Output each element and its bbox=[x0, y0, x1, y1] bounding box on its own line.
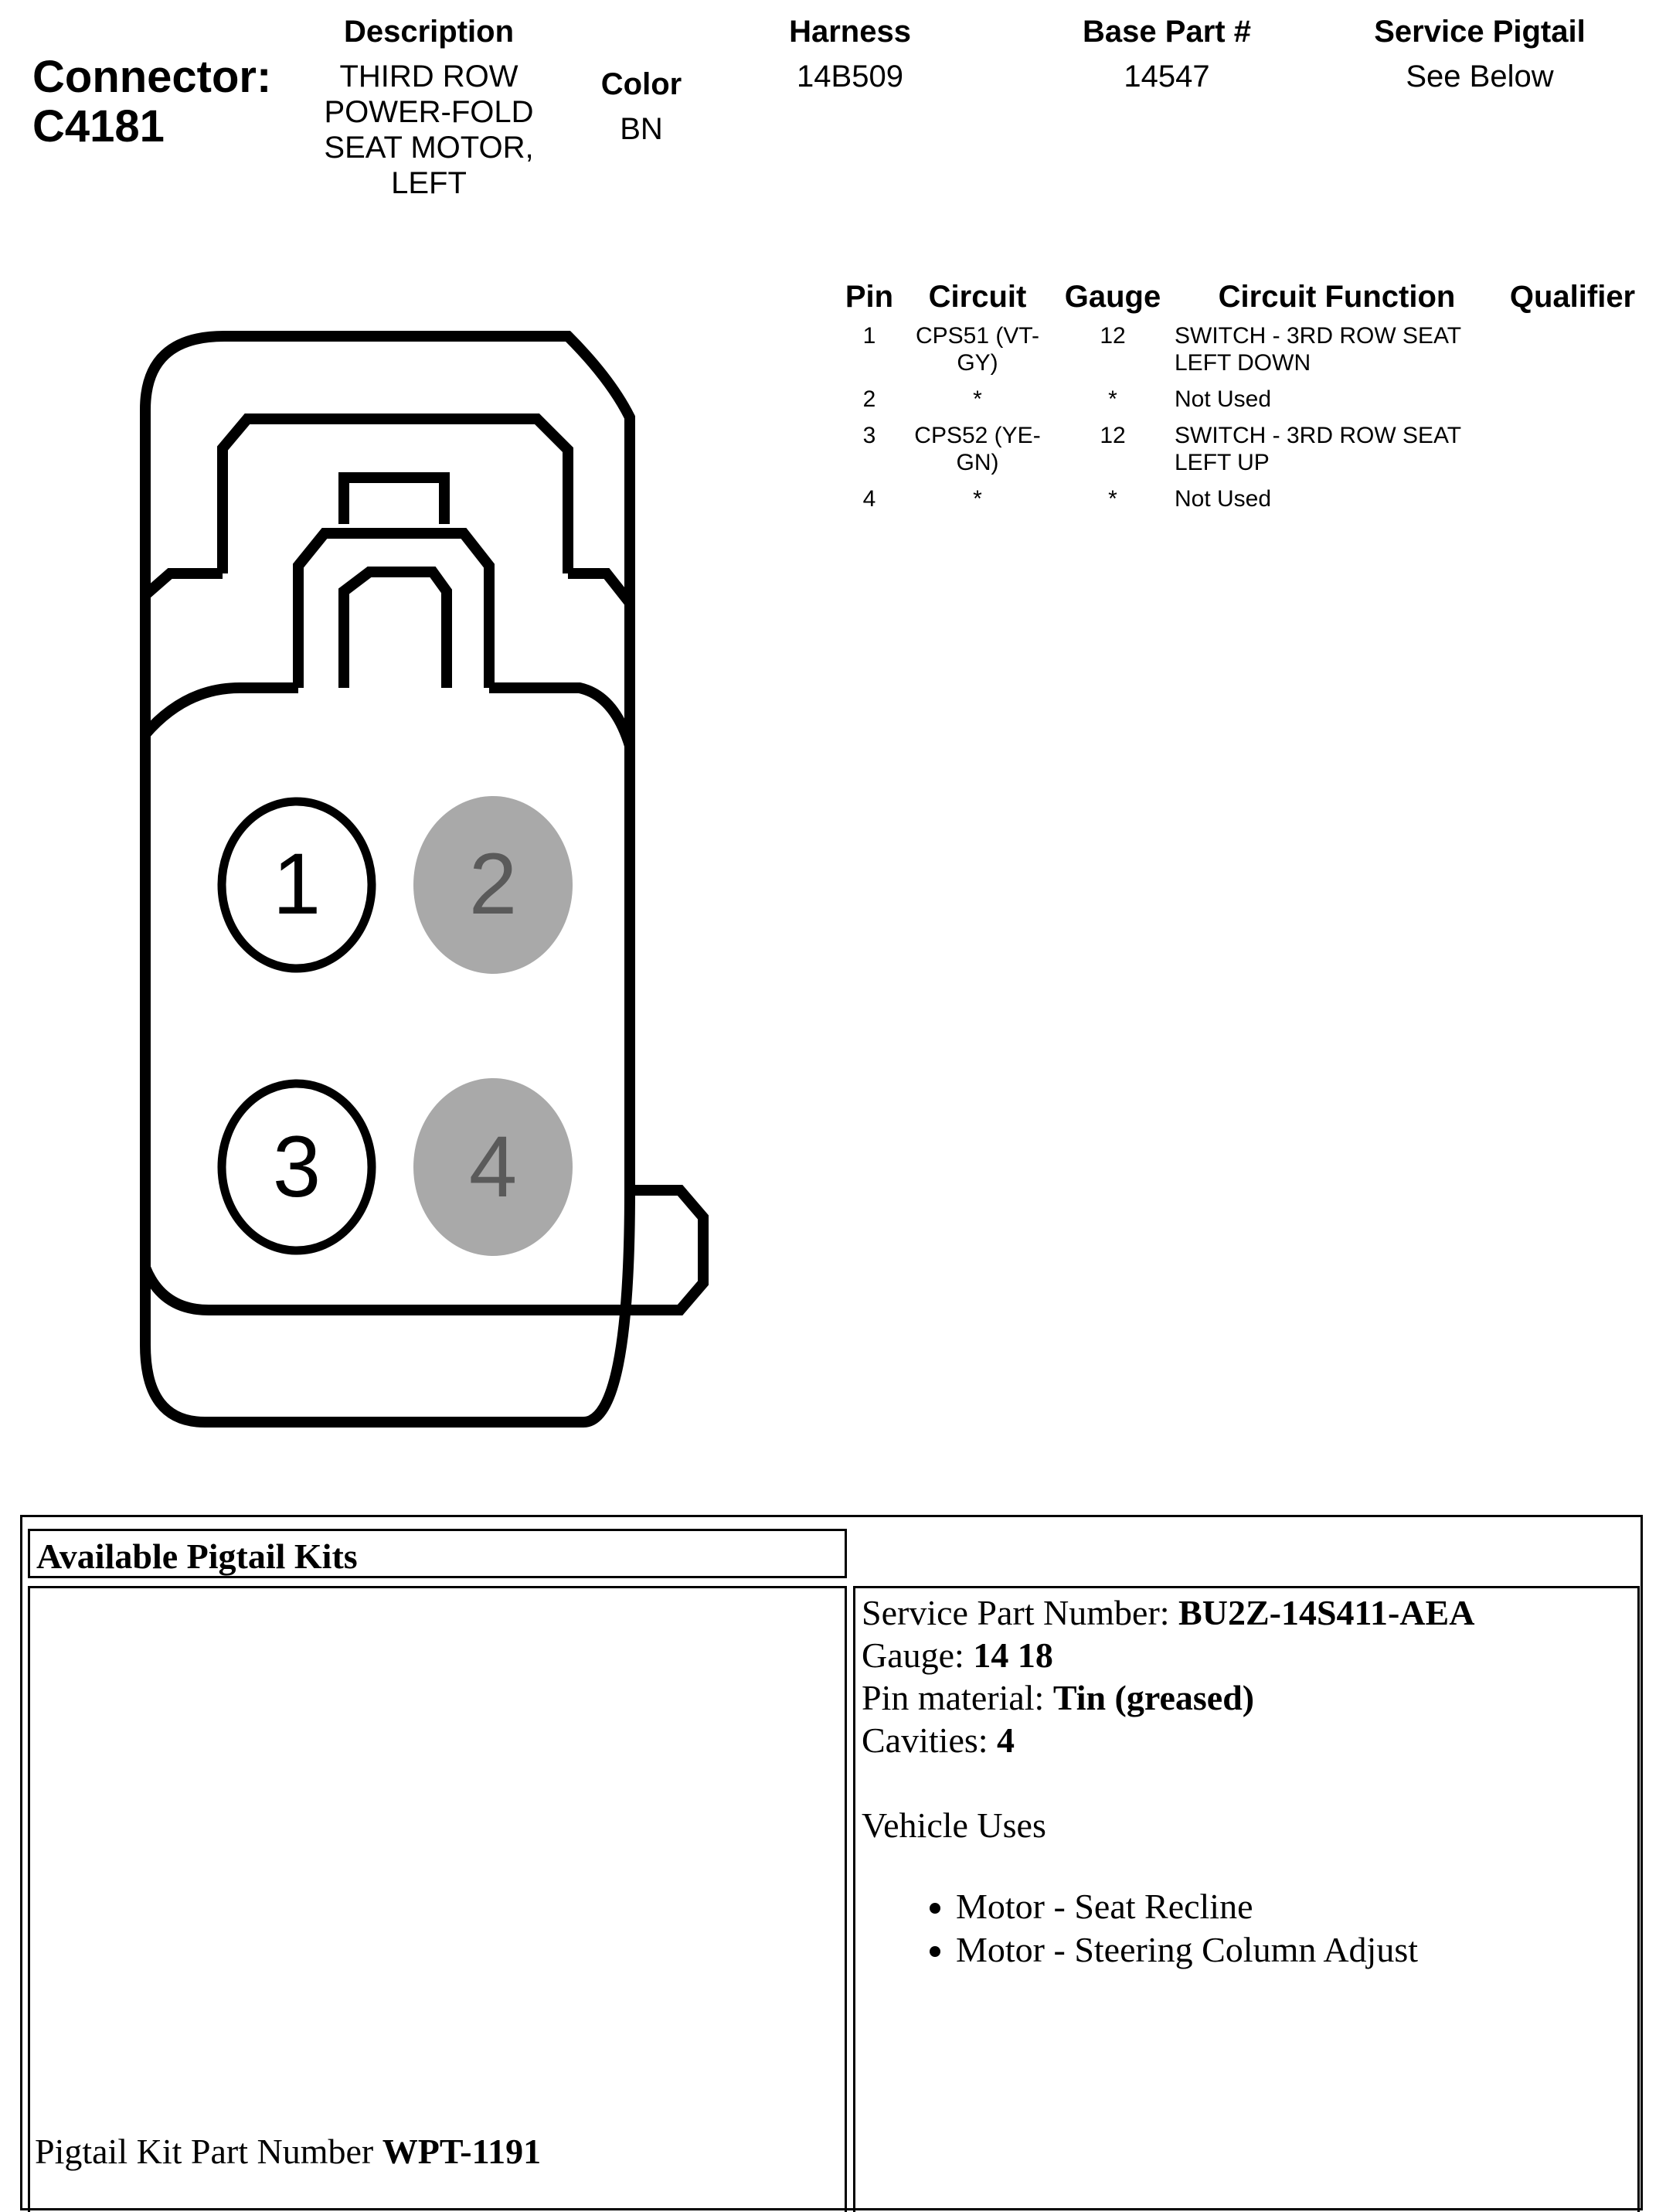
harness-column bbox=[742, 14, 958, 94]
base-part-value: 14547 bbox=[1124, 60, 1210, 94]
circuit-line: GY) bbox=[957, 350, 998, 376]
latch-top bbox=[344, 478, 444, 524]
service-part-number bbox=[862, 1591, 1637, 1634]
connector-id: C4181 bbox=[32, 101, 165, 151]
inner-body bbox=[145, 688, 703, 1310]
kit-specs bbox=[855, 1588, 1637, 1972]
column-header-circuit: Circuit bbox=[928, 280, 1027, 314]
circuit-cell bbox=[904, 322, 1051, 386]
latch-body bbox=[298, 533, 489, 688]
cavity-number: 2 bbox=[468, 835, 518, 932]
column-header-pin: Pin bbox=[845, 280, 894, 314]
connector-label: Connector: bbox=[32, 52, 272, 102]
base-part-column bbox=[1051, 14, 1283, 94]
cavities-value: 4 bbox=[997, 1720, 1015, 1760]
function-line: LEFT DOWN bbox=[1175, 350, 1311, 376]
description-line: LEFT bbox=[391, 166, 467, 200]
table-row bbox=[835, 322, 1646, 386]
cavity-number: 4 bbox=[468, 1118, 518, 1215]
function-line: SWITCH - 3RD ROW SEAT bbox=[1175, 323, 1462, 349]
qualifier-cell bbox=[1499, 322, 1646, 386]
description-line: THIRD ROW bbox=[339, 60, 518, 94]
vehicle-uses-list bbox=[862, 1885, 1637, 1972]
function-line: Not Used bbox=[1175, 486, 1272, 512]
cavity-3 bbox=[222, 1084, 372, 1251]
circuit-line: CPS51 (VT- bbox=[915, 323, 1040, 349]
circuit-line: CPS52 (YE- bbox=[914, 423, 1041, 448]
pigtail-kit-details-cell bbox=[853, 1586, 1640, 2212]
color-column bbox=[572, 66, 711, 147]
pin-cell: 1 bbox=[862, 323, 876, 349]
shoulder-right bbox=[568, 573, 630, 603]
qualifier-cell bbox=[1499, 422, 1646, 485]
circuit-cell bbox=[904, 386, 1051, 422]
gauge-cell: 12 bbox=[1100, 423, 1126, 448]
pin-material-label: Pin material: bbox=[862, 1678, 1045, 1717]
pin-cell: 2 bbox=[862, 386, 876, 412]
pin-material-line bbox=[862, 1676, 1637, 1719]
function-line: Not Used bbox=[1175, 386, 1272, 412]
harness-value: 14B509 bbox=[797, 60, 903, 94]
list-item: • Motor - Steering Column Adjust bbox=[956, 1928, 1637, 1972]
circuit-cell bbox=[904, 422, 1051, 485]
qualifier-cell bbox=[1499, 386, 1646, 422]
function-cell bbox=[1175, 322, 1499, 386]
kit-part-label: Pigtail Kit Part Number bbox=[35, 2132, 374, 2171]
description-value bbox=[294, 59, 564, 201]
function-cell bbox=[1175, 422, 1499, 485]
pin-table-header-row bbox=[835, 280, 1646, 322]
harness-header: Harness bbox=[789, 15, 911, 49]
color-header: Color bbox=[600, 67, 682, 101]
qualifier-cell bbox=[1499, 485, 1646, 522]
circuit-line: * bbox=[973, 386, 982, 412]
circuit-line: * bbox=[973, 486, 982, 512]
latch-frame bbox=[223, 419, 568, 573]
latch-slot bbox=[344, 572, 447, 688]
function-cell bbox=[1175, 386, 1499, 422]
column-header-gauge: Gauge bbox=[1064, 280, 1161, 314]
cavity-1 bbox=[222, 801, 372, 968]
description-line: POWER-FOLD bbox=[324, 95, 534, 129]
gauge-line bbox=[862, 1634, 1637, 1676]
cavity-number: 3 bbox=[272, 1118, 321, 1215]
service-part-value: BU2Z-14S411-AEA bbox=[1178, 1593, 1475, 1632]
pin-material-value: Tin (greased) bbox=[1052, 1678, 1255, 1717]
vehicle-uses-title: Vehicle Uses bbox=[862, 1805, 1046, 1845]
pin-cell: 4 bbox=[862, 486, 876, 512]
gauge-cell: 12 bbox=[1100, 323, 1126, 349]
cavities-line bbox=[862, 1719, 1637, 1761]
gauge-value: 14 18 bbox=[973, 1635, 1053, 1675]
service-part-label: Service Part Number: bbox=[862, 1593, 1170, 1632]
pin-table bbox=[835, 280, 1646, 522]
column-header-circuit-function: Circuit Function bbox=[1218, 280, 1456, 314]
pigtail-kit-image-cell bbox=[28, 1586, 847, 2212]
service-pigtail-header: Service Pigtail bbox=[1374, 15, 1586, 49]
service-pigtail-value: See Below bbox=[1406, 60, 1554, 94]
function-line: SWITCH - 3RD ROW SEAT bbox=[1175, 423, 1462, 448]
gauge-cell: * bbox=[1108, 486, 1117, 512]
circuit-cell bbox=[904, 485, 1051, 522]
service-pigtail-column bbox=[1329, 14, 1630, 94]
cavity-2 bbox=[413, 796, 573, 974]
pin-cell: 3 bbox=[862, 423, 876, 448]
shoulder-left bbox=[145, 573, 223, 595]
connector-face-diagram bbox=[131, 317, 726, 1438]
pigtail-kits-title-box bbox=[28, 1529, 847, 1578]
description-header: Description bbox=[343, 15, 515, 49]
table-row bbox=[835, 485, 1646, 522]
table-row bbox=[835, 386, 1646, 422]
description-column bbox=[294, 14, 564, 201]
column-header-qualifier: Qualifier bbox=[1509, 280, 1636, 314]
circuit-line: GN) bbox=[956, 450, 999, 475]
pigtail-kits-title: Available Pigtail Kits bbox=[36, 1536, 358, 1576]
cavities-label: Cavities: bbox=[862, 1720, 988, 1760]
description-line: SEAT MOTOR, bbox=[324, 131, 534, 165]
table-row bbox=[835, 422, 1646, 485]
connector-title bbox=[32, 53, 271, 151]
cavity-4 bbox=[413, 1078, 573, 1256]
list-item: • Motor - Seat Recline bbox=[956, 1885, 1637, 1928]
function-line: LEFT UP bbox=[1175, 450, 1270, 475]
gauge-label: Gauge: bbox=[862, 1635, 964, 1675]
gauge-cell: * bbox=[1108, 386, 1117, 412]
cavity-number: 1 bbox=[272, 835, 321, 932]
kit-part-value: WPT-1191 bbox=[382, 2132, 542, 2171]
pigtail-kit-part-number bbox=[35, 2131, 541, 2172]
color-value: BN bbox=[620, 112, 663, 146]
function-cell bbox=[1175, 485, 1499, 522]
base-part-header: Base Part # bbox=[1083, 15, 1251, 49]
